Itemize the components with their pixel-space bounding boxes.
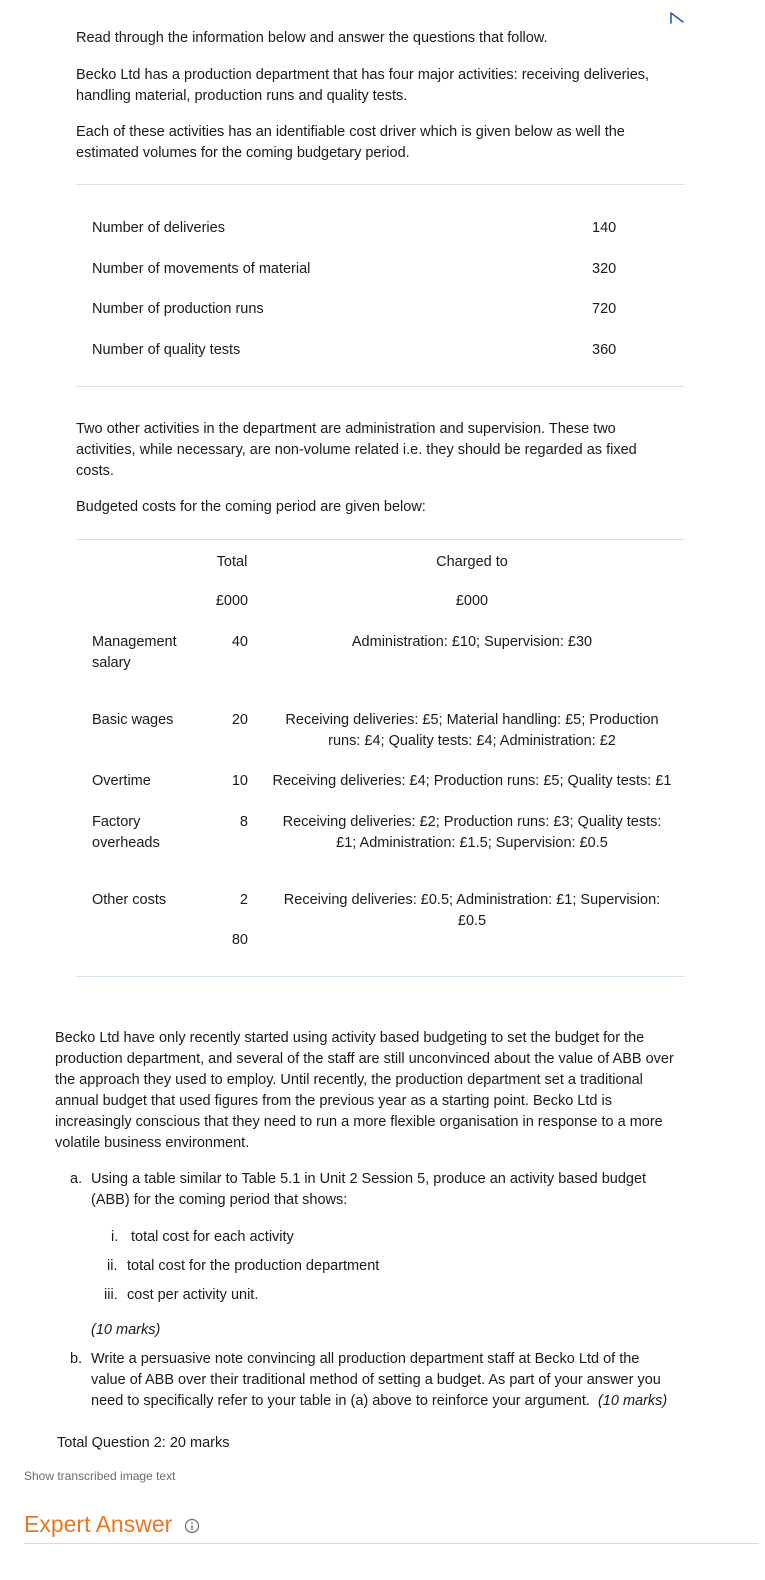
question-b-marker: b. bbox=[70, 1351, 83, 1367]
cost-label: Other costs bbox=[92, 892, 167, 908]
driver-value: 720 bbox=[592, 301, 617, 317]
driver-label: Number of production runs bbox=[92, 301, 264, 317]
table-divider bbox=[76, 386, 685, 387]
collapse-icon[interactable] bbox=[668, 10, 686, 26]
footer-divider bbox=[24, 1543, 759, 1544]
sub-iii-marker: iii. bbox=[104, 1287, 118, 1303]
truncated-line bbox=[57, 1435, 257, 1454]
cost-total: 20 bbox=[231, 712, 248, 728]
abb-paragraph: Becko Ltd have only recently started using activity based budgeting to set the budget for the production department, and several of the staff are still unconvinced about the value of ABB over the approach they used to employ. Until recently, the production department set a traditional annual budget that used figures from the previous year as a starting point. Becko Ltd is increasingly conscious that they need to run a more flexible organisation in response to a more volatile business environment. bbox=[55, 1030, 674, 1151]
table-divider bbox=[76, 539, 685, 540]
sub-iii-text: cost per activity unit. bbox=[127, 1287, 259, 1303]
sub-i-text: total cost for each activity bbox=[131, 1229, 294, 1245]
expert-answer-heading: Expert Answer bbox=[24, 1511, 173, 1537]
sub-i-marker: i. bbox=[111, 1229, 119, 1245]
driver-value: 140 bbox=[592, 220, 617, 236]
header-charged: Charged to bbox=[436, 554, 508, 570]
cost-charged: Receiving deliveries: £2; Production runs: £3; Quality tests: £1; Administration: £1.5; Supervision: £0.5 bbox=[282, 814, 662, 851]
show-transcribed-link[interactable]: Show transcribed image text bbox=[24, 1469, 176, 1483]
grand-total: 80 bbox=[231, 932, 248, 948]
question-a-marker: a. bbox=[70, 1171, 83, 1187]
cost-label: Management salary bbox=[92, 634, 177, 671]
budgeted-costs-intro: Budgeted costs for the coming period are given below: bbox=[76, 499, 426, 515]
driver-label: Number of quality tests bbox=[92, 342, 241, 358]
sub-ii-text: total cost for the production department bbox=[127, 1258, 380, 1274]
cost-label: Basic wages bbox=[92, 712, 174, 728]
fixed-costs-paragraph: Two other activities in the department are administration and supervision. These two activities, while necessary, are non-volume related i.e. they should be regarded as fixed costs. bbox=[76, 421, 637, 479]
cost-total: 8 bbox=[239, 814, 248, 830]
unit-charged: £000 bbox=[455, 593, 489, 609]
driver-value: 320 bbox=[592, 261, 617, 277]
question-b bbox=[91, 1349, 671, 1412]
question-b-marks: (10 marks) bbox=[597, 1393, 668, 1409]
driver-label: Number of deliveries bbox=[92, 220, 225, 236]
cost-charged: Receiving deliveries: £0.5; Administration: £1; Supervision: £0.5 bbox=[283, 892, 661, 929]
driver-value: 360 bbox=[592, 342, 617, 358]
truncated-text: Total Question 2: 20 marks bbox=[57, 1435, 230, 1451]
cost-charged: Receiving deliveries: £5; Material handling: £5; Production runs: £4; Quality tests: £4; Administration: £2 bbox=[285, 712, 659, 749]
question-a-marks: (10 marks) bbox=[91, 1322, 161, 1338]
cost-total: 2 bbox=[239, 892, 248, 908]
cost-charged: Receiving deliveries: £4; Production runs: £5; Quality tests: £1 bbox=[272, 773, 672, 789]
header-total: Total bbox=[216, 554, 248, 570]
table-divider bbox=[76, 184, 685, 185]
question-b-text: Write a persuasive note convincing all production department staff at Becko Ltd of the value of ABB over their traditional method of setting a budget. As part of your answer you need to specifically refer to your table in (a) above to reinforce your argument. bbox=[91, 1351, 661, 1409]
sub-ii-marker: ii. bbox=[107, 1258, 118, 1274]
intro-paragraph: Becko Ltd has a production department that has four major activities: receiving deliveries, handling material, production runs and quality tests. bbox=[76, 67, 650, 104]
cost-charged: Administration: £10; Supervision: £30 bbox=[351, 634, 593, 650]
info-icon[interactable] bbox=[184, 1518, 200, 1534]
cost-total: 10 bbox=[231, 773, 248, 789]
cost-total: 40 bbox=[231, 634, 248, 650]
question-a-text: Using a table similar to Table 5.1 in Unit 2 Session 5, produce an activity based budget (ABB) for the coming period that shows: bbox=[91, 1171, 647, 1208]
driver-label: Number of movements of material bbox=[92, 261, 311, 277]
drivers-paragraph: Each of these activities has an identifiable cost driver which is given below as well the estimated volumes for the coming budgetary period. bbox=[76, 124, 625, 161]
unit-total: £000 bbox=[215, 593, 249, 609]
cost-label: Overtime bbox=[92, 773, 151, 789]
cost-label: Factory overheads bbox=[92, 814, 160, 851]
instruction-text: Read through the information below and answer the questions that follow. bbox=[76, 30, 548, 46]
table-divider bbox=[76, 976, 685, 977]
